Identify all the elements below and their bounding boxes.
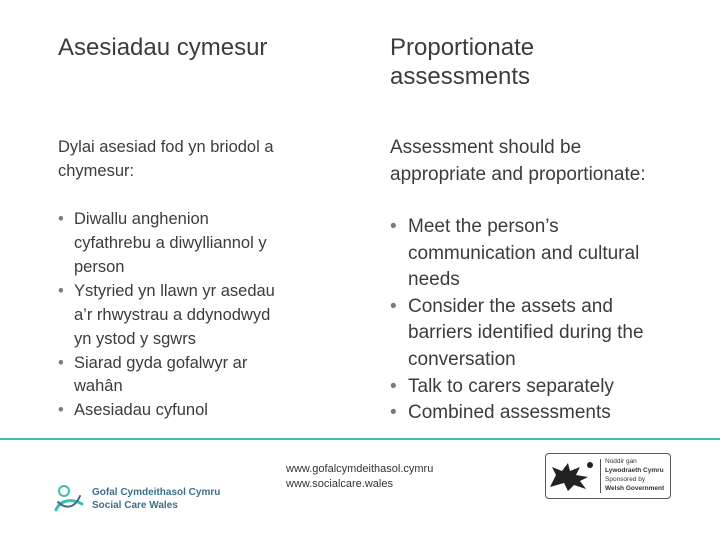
english-bullet-list	[390, 214, 690, 427]
list-item: • Ystyried yn llawn yr asedau a’r rhwystrau a ddynodwyd yn ystod y sgwrs	[58, 281, 275, 348]
social-care-wales-emblem-icon	[52, 482, 86, 516]
welsh-dragon-icon	[546, 457, 598, 495]
list-item: • Consider the assets and barriers identified during the conversation	[390, 295, 644, 370]
list-item: • Talk to carers separately	[390, 375, 614, 397]
list-item: • Siarad gyda gofalwyr ar wahân	[58, 353, 248, 396]
social-care-wales-logo[interactable]: Gofal Cymdeithasol Cymru Social Care Wales	[52, 482, 220, 516]
list-item: • Meet the person’s communication and cultural needs	[390, 216, 640, 291]
welsh-intro: Dylai asesiad fod yn briodol a chymesur:	[58, 138, 274, 180]
welsh-title: Asesiadau cymesur	[58, 34, 268, 61]
welsh-government-logo[interactable]: Noddir gan Lywodraeth Cymru Sponsored by Welsh Government	[545, 453, 671, 499]
english-title: Proportionate assessments	[390, 34, 535, 90]
footer-links	[286, 462, 433, 493]
english-url-link[interactable]: www.socialcare.wales	[286, 478, 393, 491]
welsh-url-link[interactable]: www.gofalcymdeithasol.cymru	[286, 463, 434, 475]
footer-divider	[0, 438, 720, 440]
list-item: • Diwallu anghenion cyfathrebu a diwylliannol y person	[58, 210, 267, 276]
list-item: • Asesiadau cyfunol	[58, 401, 208, 420]
english-intro: Assessment should be appropriate and proportionate:	[390, 137, 646, 185]
logo-separator	[600, 459, 601, 493]
welsh-bullet-list	[58, 208, 338, 423]
list-item: • Combined assessments	[390, 402, 611, 424]
